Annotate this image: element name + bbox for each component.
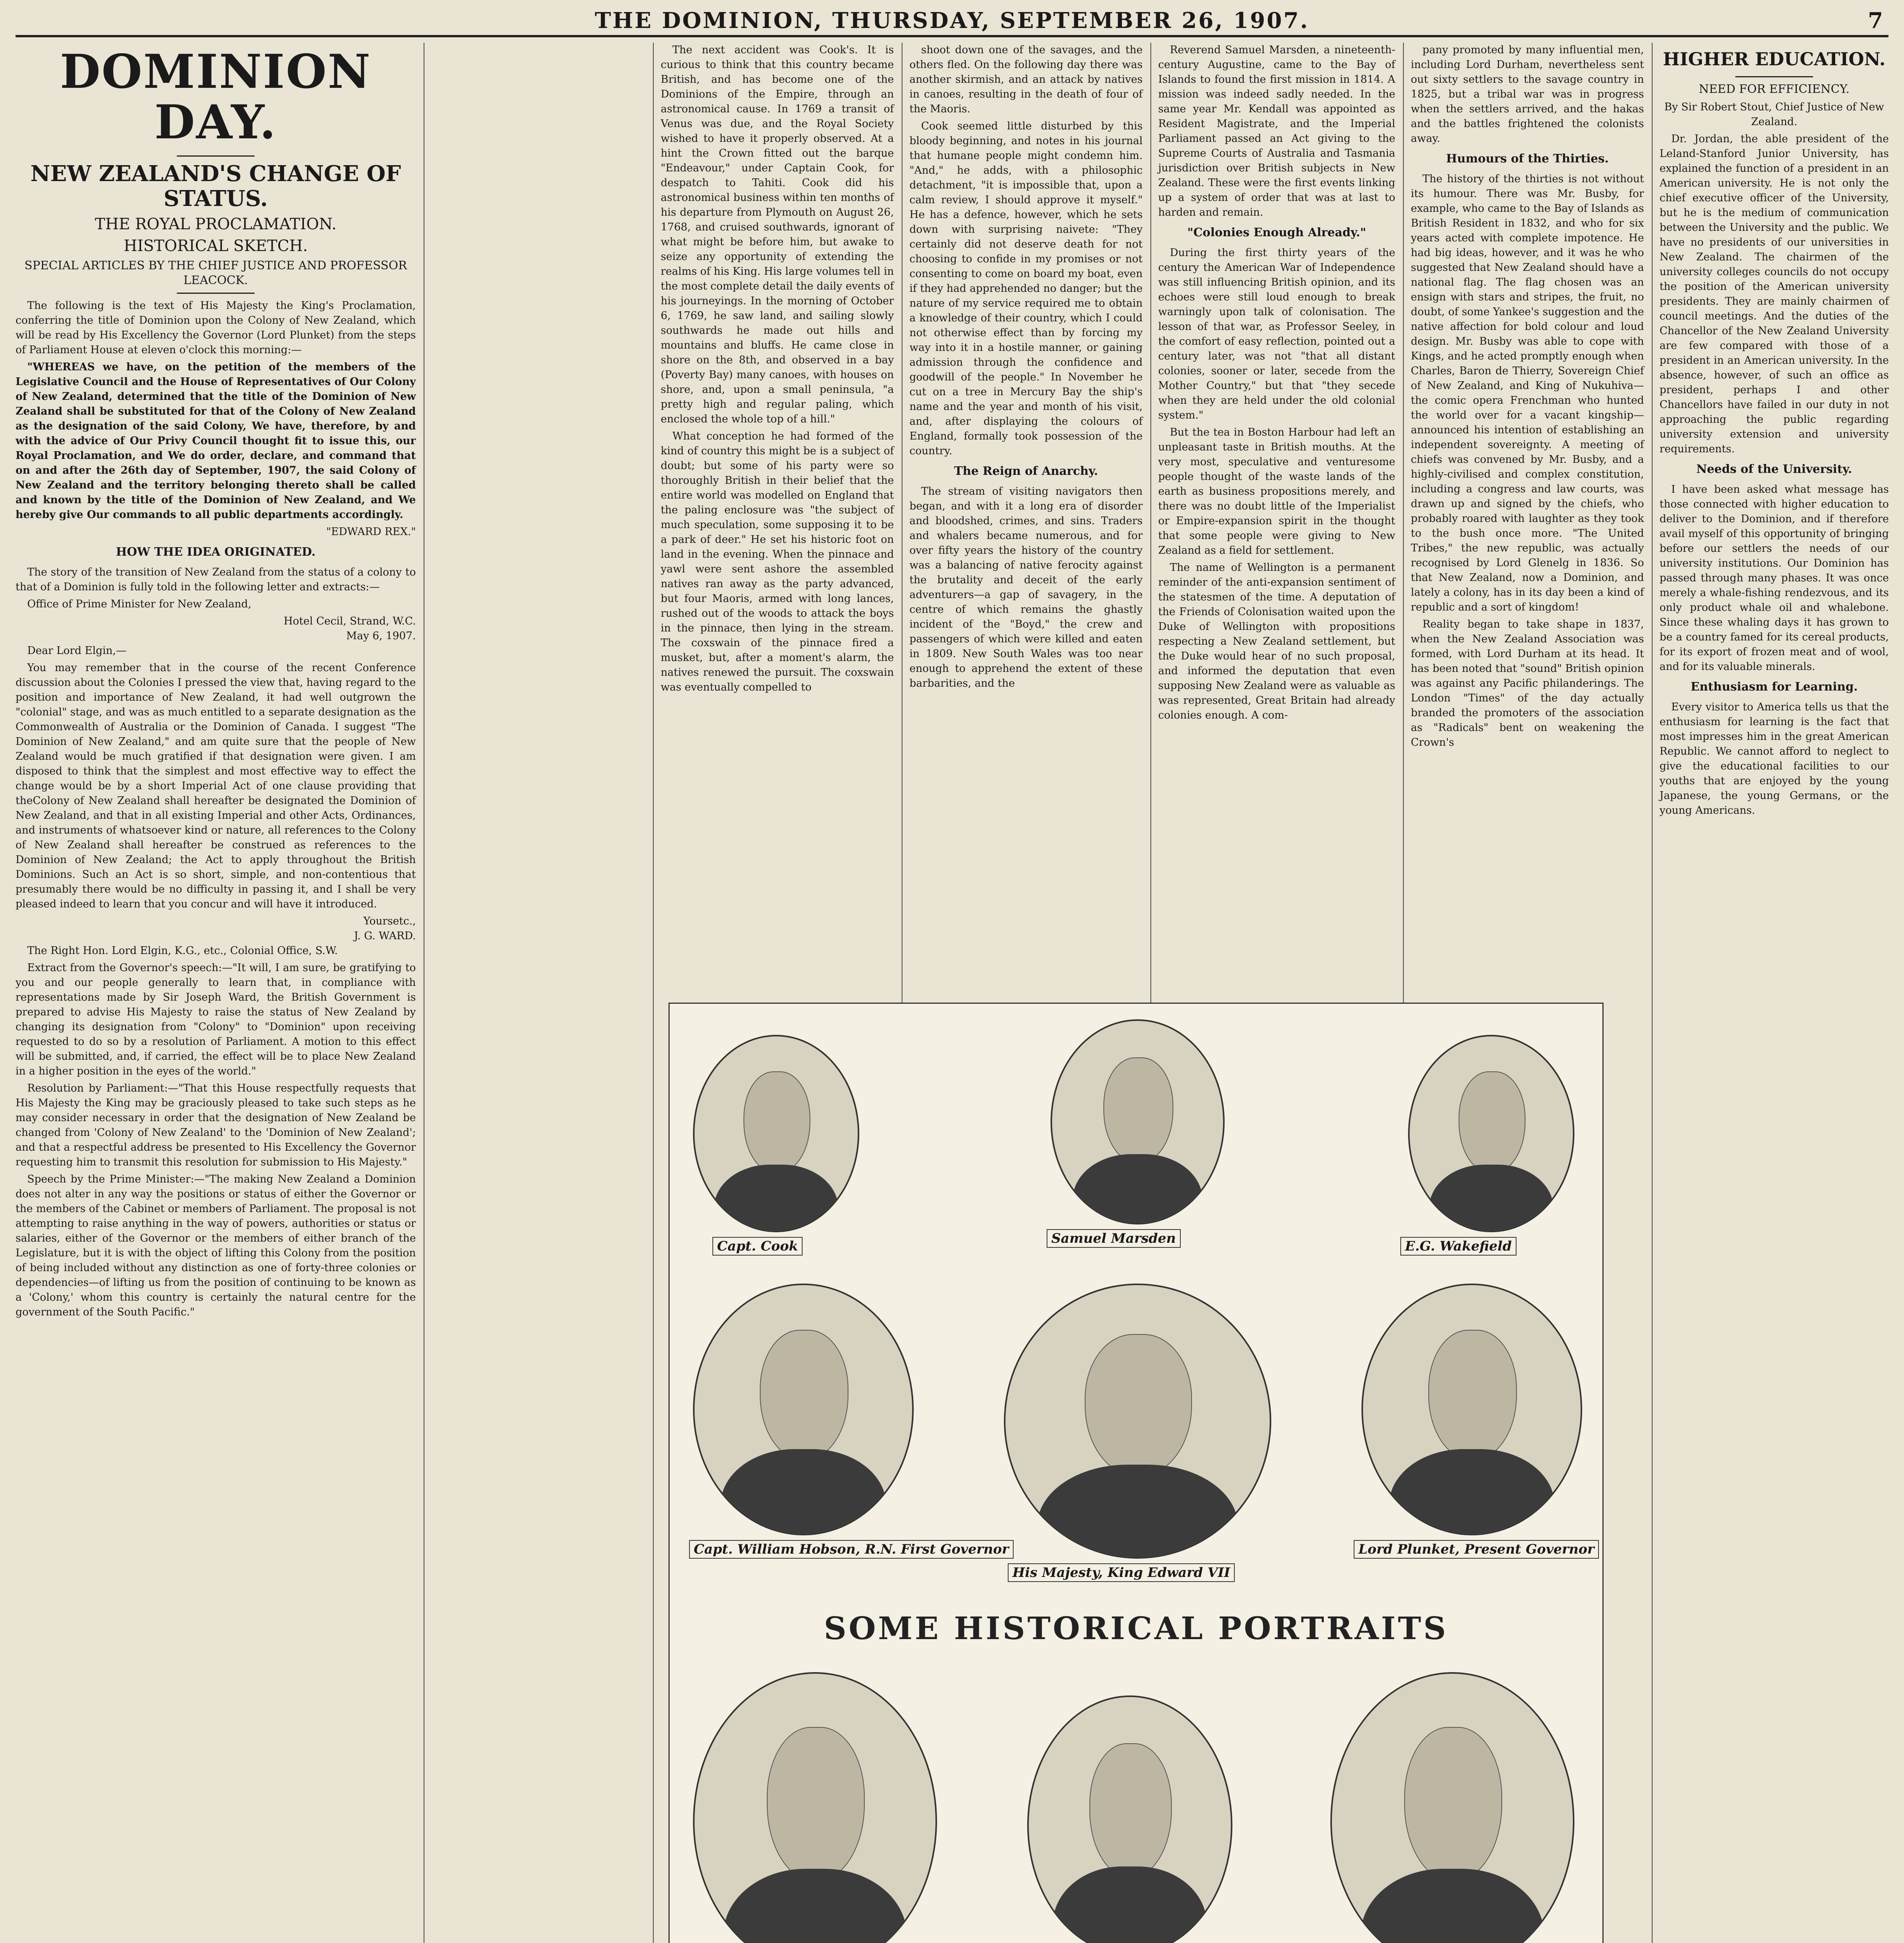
masthead — [16, 8, 1888, 37]
article-paragraph: Reverend Samuel Marsden, a nineteenth-century Augustine, came to the Bay of Islands to found the first mission in 1814. A mission was indeed sadly needed. In the same year Mr. Kendall was appointed as Resident Magistrate, and the Imperial Parliament passed an Act giving to the Supreme Courts of Australia and Tasmania jurisdiction over British subjects in New Zealand. These were the first events linking up a system of order that was at last to harden and remain. — [1158, 44, 1395, 218]
idea-intro: The story of the transition of New Zealand from the status of a colony to that of a Dominion is fully told in the following letter and extracts:— — [16, 566, 416, 593]
article-paragraph: The stream of visiting navigators then began, and with it a long era of disorder and bloodshed, crimes, and sins. Traders and whalers became numerous, and for over fifty years the history of the country was a balancing of native ferocity against the brutality and deceit of the early adventurers—a gap of savagery, in the centre of which remains the ghastly incident of the "Boyd," the crew and passengers of which were killed and eaten in 1809. New South Wales was too near enough to apprehend the extent of these barbarities, and the — [909, 485, 1143, 689]
article-paragraph: I have been asked what message has those connected with higher education to deliver to the Dominion, and if therefore avail myself of this opportunity of bringing before our settlers the needs of our university institutions. Our Dominion has passed through many phases. It was once merely a whale-fishing rendezvous, and its only product whale oil and whalebone. Since these whaling days it has grown to be a country famed for its cereal products, for its export of frozen meat and of wool, and for its valuable minerals. — [1660, 483, 1889, 673]
subhead-needs: Needs of the University. — [1696, 462, 1852, 476]
article-paragraph: The name of Wellington is a permanent reminder of the anti-expansion sentiment of the statesmen of the time. A deputation of the Friends of Colonisation waited upon the Duke of Wellington with propositions respecting a New Zealand settlement, but the Duke would hear of no such proposal, and informed the deputation that even supposing New Zealand were as valuable as was represented, Great Britain had already colonies enough. A com- — [1158, 562, 1395, 721]
column-rule — [653, 43, 654, 1943]
portrait-sewell — [1027, 1695, 1232, 1943]
subhead-thirties: Humours of the Thirties. — [1446, 152, 1609, 166]
article-paragraph: shoot down one of the savages, and the others fled. On the following day there was another skirmish, and an attack by natives in canoes, resulting in the death of four of the Maoris. — [909, 44, 1143, 115]
subhead-special-articles: SPECIAL ARTICLES BY THE CHIEF JUSTICE AND PROFESSOR LEACOCK. — [24, 259, 407, 287]
portrait-hobson — [693, 1284, 914, 1535]
portrait-label-king: His Majesty, King Edward VII — [1008, 1563, 1235, 1582]
letter-date: May 6, 1907. — [346, 630, 416, 642]
column-higher-education — [1660, 43, 1889, 820]
column-6 — [1411, 43, 1644, 752]
article-paragraph: During the first thirty years of the century the American War of Independence was still influencing British opinion, and its echoes were still loud enough to break warningly upon talk of colonisation. The lesson of that war, as Professor Seeley, in the comfort of easy reflection, pointed out a century later, was not "that all distant colonies, sooner or later, secede from the Mother Country," but that "they secede when they are held under the old colonial system." — [1158, 247, 1395, 421]
divider — [177, 293, 255, 294]
illustration-caption: SOME HISTORICAL PORTRAITS — [824, 1610, 1449, 1646]
article-paragraph: pany promoted by many influential men, including Lord Durham, nevertheless sent out sixty settlers to the savage country in 1825, but a tribal war was in progress when the settlers arrived, and the hakas and the battles frightened the colonists away. — [1411, 44, 1644, 145]
letter-signer: J. G. WARD. — [354, 930, 416, 942]
subhead-enthusiasm: Enthusiasm for Learning. — [1691, 680, 1858, 694]
byline: By Sir Robert Stout, Chief Justice of New Zealand. — [1664, 101, 1884, 128]
article-paragraph: The history of the thirties is not without its humour. There was Mr. Busby, for example, who came to the Bay of Islands as British Resident in 1832, and who for six years acted with complete impotence. He had big ideas, however, and it was he who suggested that New Zealand should have a national flag. The flag chosen was an ensign with stars and stripes, the fruit, no doubt, of some Yankee's suggestion and the native affection for bold colour and loud design. Mr. Busby was able to cope with Kings, and he acted promptly enough when Charles, Baron de Thierry, Sovereign Chief of New Zealand, and King of Nukuhiva—the comic opera Frenchman who hunted the world over for a vacant kingship—announced his intention of establishing an independent sovereignty. A meeting of chiefs was convened by Mr. Busby, and a highly-civilised and complex constitution, including a congress and law courts, was drawn up and signed by the chiefs, who probably roared with laughter as they took to the bush once more. "The United Tribes," the new republic, was actually recognised by Lord Glenelg in 1836. So that New Zealand, now a Dominion, and lately a colony, has in its day been a kind of republic and a sort of kingdom! — [1411, 173, 1644, 613]
portrait-plunket — [1361, 1284, 1582, 1535]
headline-dominion-day: DOMINION DAY. — [60, 44, 372, 150]
portrait-cook — [693, 1035, 859, 1232]
article-paragraph: Cook seemed little disturbed by this bloody beginning, and notes in his journal that humane people might condemn him. "And," he adds, with a philosophic detachment, "it is impossible that, upon a calm review, I should approve it myself." He has a defence, however, which he sets down with surprising naivete: "They certainly did not deserve death for not choosing to confide in my promises or not consenting to come on board my boat, even if they had apprehended no danger; but the nature of my service required me to obtain a knowledge of their country, which I could not otherwise effect than by forcing my way into it in a hostile manner, or gaining admission through the confidence and goodwill of the people." In November he cut on a tree in Mercury Bay the ship's name and the year and month of his visit, and, after displaying the colours of England, formally took possession of the country. — [909, 120, 1143, 457]
portrait-label-cook: Capt. Cook — [712, 1237, 803, 1256]
article-paragraph: What conception he had formed of the kind of country this might be is a subject of doubt; but some of his party were so thoroughly British in their belief that the entire world was modelled on England that the paling enclosure was "the subject of much speculation, some supposing it to be a park of deer." He set his historic foot on land in the evening. When the pinnace and yawl were sent ashore the assembled natives ran away as the party advanced, but four Maoris, armed with long lances, rushed out of the woods to attack the boys in the pinnace, then lying in the stream. The coxswain of the pinnace fired a musket, but, after a moment's alarm, the natives renewed the pursuit. The coxswain was eventually compelled to — [661, 430, 894, 693]
subhead-proclamation: THE ROYAL PROCLAMATION. — [95, 215, 337, 233]
proclamation-text: "WHEREAS we have, on the petition of the members of the Legislative Council and the House of Representatives of Our Colony of New Zealand, determined that the title of the Dominion of New Zealand shall be substituted for that of the Colony of New Zealand as the designation of the said Colony, We have, therefore, by and with the advice of Our Privy Council thought fit to issue this, our Royal Proclamation, and We do order, declare, and command that on and after the 26th day of September, 1907, the said Colony of New Zealand and the territory belonging thereto shall be called and known by the title of the Dominion of New Zealand, and We hereby give Our commands to all public departments accordingly. — [16, 361, 416, 521]
column-4 — [909, 43, 1143, 693]
governor-extract: Extract from the Governor's speech:—"It will, I am sure, be gratifying to you and our people generally to learn that, in compliance with representations made by Sir Joseph Ward, the British Government is prepared to advise His Majesty to raise the status of New Zealand by changing its designation from "Colony" to "Dominion" upon receiving requested to do so by a resolution of Parliament. A motion to this effect will be submitted, and, if carried, the effect will be to place New Zealand in a higher position in the eyes of the world." — [16, 962, 416, 1077]
portrait-king-edward — [1004, 1284, 1271, 1559]
column-5 — [1158, 43, 1395, 725]
prime-minister-speech: Speech by the Prime Minister:—"The making New Zealand a Dominion does not alter in any way the positions or status of either the Governor or the members of the Cabinet or members of Parliament. The proposal is not attempting to raise anything in the way of powers, authorities or status or salaries, either of the Governor or the members of either branch of the Legislature, but it is with the object of lifting this Colony from the position of being included without any distinction as one of forty-three colonies or dependencies—of lifting us from the position of continuing to be known as a 'Colony,' whom this country is certainly the natural centre for the government of the South Pacific." — [16, 1173, 416, 1318]
hotel-line: Hotel Cecil, Strand, W.C. — [283, 615, 416, 627]
headline-higher-education: HIGHER EDUCATION. — [1663, 49, 1886, 70]
column-dominion-day — [16, 43, 416, 1322]
subhead-change-status: NEW ZEALAND'S CHANGE OF STATUS. — [30, 161, 401, 211]
letter-yours: Yoursetc., — [363, 915, 416, 927]
divider — [1735, 76, 1813, 77]
portrait-wakefield — [1408, 1035, 1574, 1232]
portrait-label-marsden: Samuel Marsden — [1047, 1229, 1181, 1248]
office-line: Office of Prime Minister for New Zealand, — [27, 598, 251, 610]
publication-title: THE DOMINION, THURSDAY, SEPTEMBER 26, 1907. — [595, 8, 1309, 33]
divider — [177, 155, 255, 157]
portrait-ward — [693, 1672, 937, 1943]
portrait-label-hobson: Capt. William Hobson, R.N. First Governor — [689, 1540, 1014, 1559]
subhead-idea: HOW THE IDEA ORIGINATED. — [116, 545, 316, 559]
column-rule — [1652, 43, 1653, 1943]
article-paragraph: The next accident was Cook's. It is curious to think that this country became British, and has become one of the Dominions of the Empire, through an astronomical cause. In 1769 a transit of Venus was due, and the Royal Society wished to have it properly observed. At a hint the Crown fitted out the barque "Endeavour," under Captain Cook, for despatch to Tahiti. Cook did his astronomical business within ten months of his departure from Plymouth on August 26, 1768, and cruised southwards, ignorant of what might be before him, but awake to seize any opportunity of extending the realms of his King. His large volumes tell in the most complete detail the daily events of his journeyings. In the morning of October 6, 1769, he saw land, and sailing slowly southwards he made out hills and mountains and bluffs. He came close in shore on the 8th, and observed in a bay (Poverty Bay) many canoes, with houses on shore, and, upon a small peninsula, "a pretty high and regular paling, which enclosed the whole top of a hill." — [661, 44, 894, 425]
proclamation-signoff: "EDWARD REX." — [326, 526, 416, 538]
article-paragraph: Reality began to take shape in 1837, when the New Zealand Association was formed, with Lord Durham at its head. It has been noted that "sound" British opinion was against any Pacific philanderings. The London "Times" of the day actually branded the promoters of the association as "Radicals" bent on weakening the Crown's — [1411, 618, 1644, 748]
article-paragraph: Every visitor to America tells us that the enthusiasm for learning is the fact that most impresses him in the great American Republic. We cannot afford to neglect to give the educational facilities to our youths that are enjoyed by the young Japanese, the young Germans, or the young Americans. — [1660, 701, 1889, 816]
article-paragraph: Dr. Jordan, the able president of the Leland-Stanford Junior University, has explained the function of a president in an American university. He is not only the chief executive officer of the University, but he is the medium of communication between the University and the public. We have no presidents of our universities in New Zealand. The chairmen of the university colleges councils do not occupy the position of the American university presidents. They are mainly chairmen of council meetings. And the duties of the Chancellor of the New Zealand University are few compared with those of a president in an American university. In the absence, however, of such an office as president, perhaps I and other Chancellors have failed in our duty in not approaching the public regarding university extension and university requirements. — [1660, 133, 1889, 455]
portrait-massey — [1330, 1672, 1574, 1943]
subhead-efficiency: NEED FOR EFFICIENCY. — [1699, 82, 1850, 96]
letter-addressee: The Right Hon. Lord Elgin, K.G., etc., Colonial Office, S.W. — [27, 945, 338, 957]
subhead-colonies-enough: "Colonies Enough Already." — [1187, 226, 1366, 239]
subhead-historical: HISTORICAL SKETCH. — [124, 237, 308, 255]
portrait-marsden — [1051, 1019, 1225, 1224]
portrait-label-wakefield: E.G. Wakefield — [1400, 1237, 1517, 1256]
article-paragraph: But the tea in Boston Harbour had left an unpleasant taste in British mouths. At the very most, speculative and venturesome people thought of the waste lands of the earth as business propositions merely, and there was no doubt little of the Imperialist or Empire-expansion spirit in the thought that some people were giving to New Zealand as a field for settlement. — [1158, 426, 1395, 556]
page-number: 7 — [1868, 8, 1885, 33]
parliament-resolution: Resolution by Parliament:—"That this House respectfully requests that His Majesty the King may be graciously pleased to take such steps as he may consider necessary in order that the designation of New Zealand be changed from 'Colony of New Zealand' to the 'Dominion of New Zealand'; and that a respectful address be presented to His Excellency the Governor requesting him to transmit this resolution for submission to His Majesty." — [16, 1082, 416, 1168]
historical-portraits-illustration — [668, 1003, 1604, 1943]
column-3 — [661, 43, 894, 697]
subhead-anarchy: The Reign of Anarchy. — [954, 464, 1098, 478]
portrait-label-plunket: Lord Plunket, Present Governor — [1354, 1540, 1599, 1559]
letter-salute: Dear Lord Elgin,— — [27, 645, 127, 657]
intro-paragraph: The following is the text of His Majesty the King's Proclamation, conferring the title of Dominion upon the Colony of New Zealand, which will be read by His Excellency the Governor (Lord Plunket) from the steps of Parliament House at eleven o'clock this morning:— — [16, 300, 416, 356]
letter-body: You may remember that in the course of the recent Conference discussion about the Colonies I pressed the view that, having regard to the position and importance of New Zealand, it had well outgrown the "colonial" stage, and was as much entitled to a separate designation as the Commonwealth of Australia or the Dominion of Canada. I suggest "The Dominion of New Zealand," and am quite sure that the people of New Zealand would be much gratified if that designation were given. I am disposed to think that the simplest and most effective way to effect the change would be by a short Imperial Act of one clause providing that theColony of New Zealand shall hereafter be designated the Dominion of New Zealand, and that in all existing Imperial and other Acts, Ordinances, and instruments of whatsoever kind or nature, all references to the Colony of New Zealand shall hereafter be construed as references to the Dominion of New Zealand; the Act to apply throughout the British Dominions. Such an Act is so short, simple, and non-contentious that presumably there would be no difficulty in passing it, and I shall be very pleased indeed to learn that you concur and will have it introduced. — [16, 662, 416, 910]
